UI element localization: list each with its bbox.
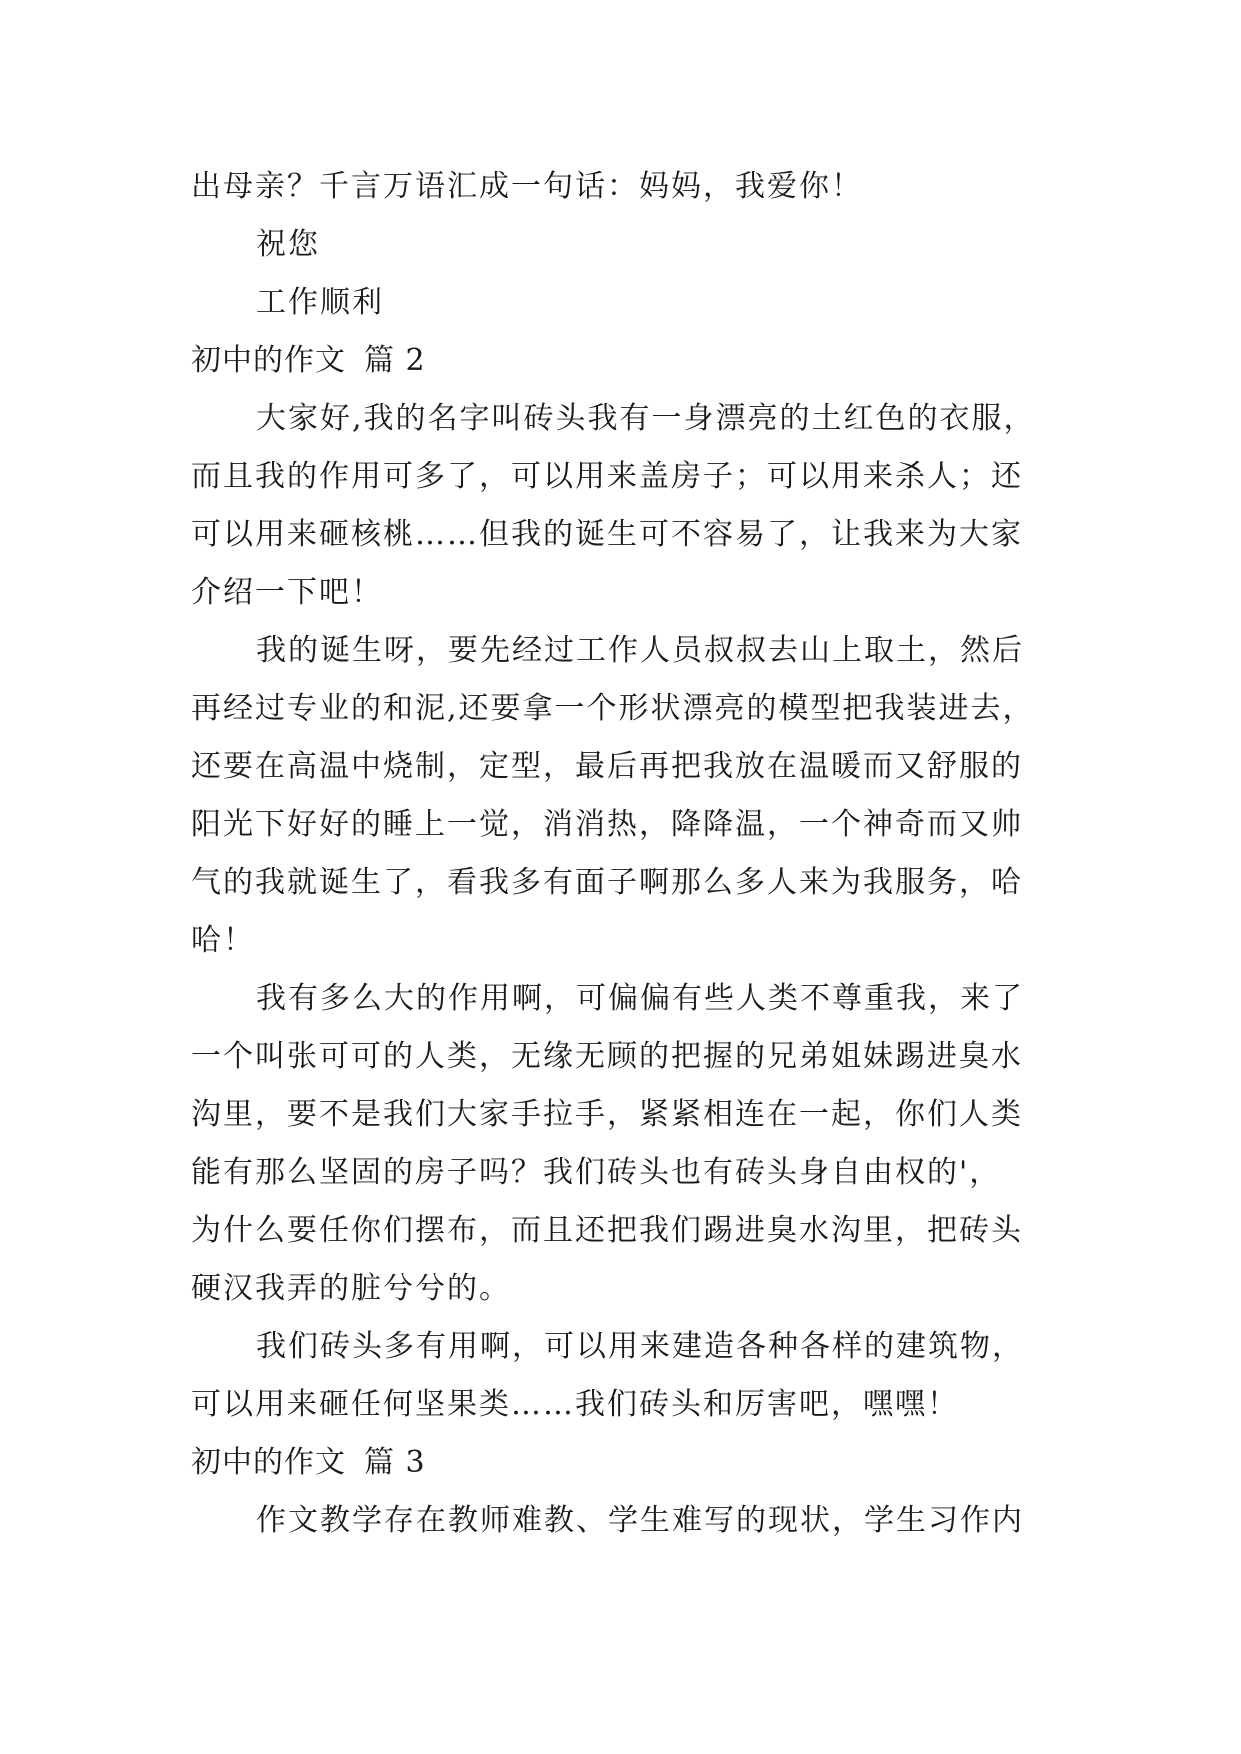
text-line: 可以用来砸任何坚果类……我们砖头和厉害吧，嘿嘿！: [191, 1387, 959, 1422]
document-body: [191, 158, 1051, 1550]
text-line: 介绍一下吧！: [191, 575, 383, 610]
text-line: 大家好,我的名字叫砖头我有一身漂亮的土红色的衣服，: [256, 401, 1036, 436]
section-heading: [191, 1434, 1051, 1492]
text-line: 而且我的作用可多了，可以用来盖房子；可以用来杀人；还: [191, 459, 1023, 494]
text-line: 我们砖头多有用啊，可以用来建造各种各样的建筑物，: [256, 1329, 1024, 1364]
text-line: 气的我就诞生了，看我多有面子啊那么多人来为我服务，哈: [191, 865, 1023, 900]
section-label: 篇 3: [364, 1445, 426, 1480]
text-line: 我的诞生呀，要先经过工作人员叔叔去山上取土，然后: [256, 633, 1024, 668]
text-line: 工作顺利: [256, 285, 384, 320]
section-heading: [191, 332, 1051, 390]
section-label: 篇 2: [364, 343, 426, 378]
text-line: 阳光下好好的睡上一觉，消消热，降降温，一个神奇而又帅: [191, 807, 1023, 842]
text-line: 硬汉我弄的脏兮兮的。: [191, 1271, 511, 1306]
text-line: 出母亲？千言万语汇成一句话：妈妈，我爱你！: [191, 169, 863, 204]
text-line: 再经过专业的和泥,还要拿一个形状漂亮的模型把我装进去，: [191, 691, 1035, 726]
text-line: 沟里，要不是我们大家手拉手，紧紧相连在一起，你们人类: [191, 1097, 1023, 1132]
text-line: 我有多么大的作用啊，可偏偏有些人类不尊重我，来了: [256, 981, 1024, 1016]
text-line: 一个叫张可可的人类，无缘无顾的把握的兄弟姐妹踢进臭水: [191, 1039, 1023, 1074]
text-line: 能有那么坚固的房子吗？我们砖头也有砖头身自由权的'，: [191, 1155, 1002, 1190]
text-line: 可以用来砸核桃……但我的诞生可不容易了，让我来为大家: [191, 517, 1023, 552]
text-line: 祝您: [256, 227, 320, 262]
text-line: 作文教学存在教师难教、学生难写的现状，学生习作内: [256, 1503, 1024, 1538]
text-line: 为什么要任你们摆布，而且还把我们踢进臭水沟里，把砖头: [191, 1213, 1023, 1248]
text-line: 哈！: [191, 923, 255, 958]
text-line: 还要在高温中烧制，定型，最后再把我放在温暖而又舒服的: [191, 749, 1023, 784]
section-title: 初中的作文: [191, 343, 346, 378]
section-title: 初中的作文: [191, 1445, 346, 1480]
